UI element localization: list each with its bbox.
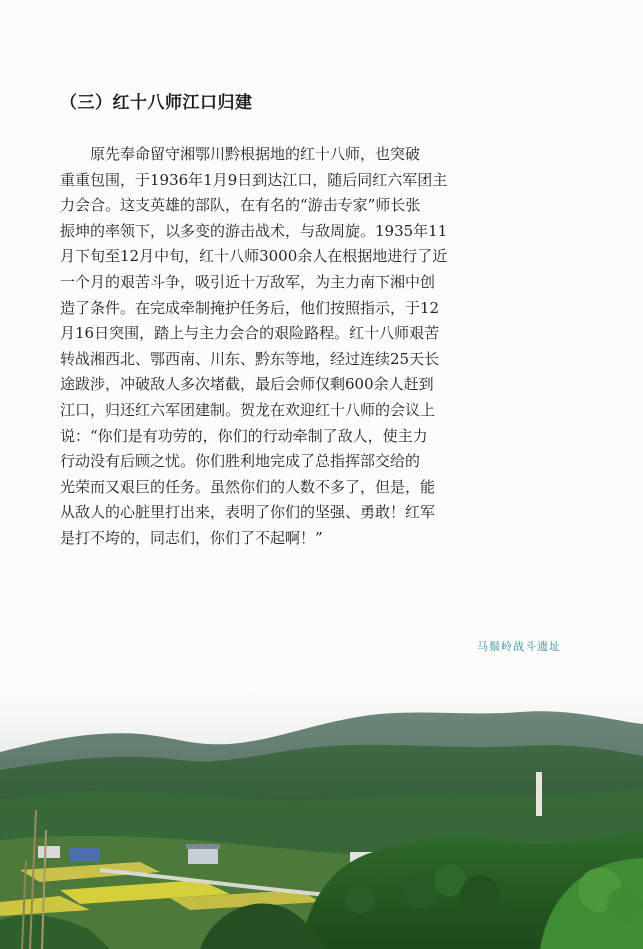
paragraph-line: 从敌人的心脏里打出来，表明了你们的坚强、勇敢！红军 (60, 503, 436, 522)
paragraph-line: 原先奉命留守湘鄂川黔根据地的红十八师，也突破 (90, 145, 421, 163)
paragraph-line: 月下旬至12月中旬，红十八师3000余人在根据地进行了近 (60, 247, 448, 266)
paragraph-line: 月16日突围，踏上与主力会合的艰险路程。红十八师艰苦 (60, 324, 440, 343)
landscape-photo (0, 690, 643, 949)
paragraph-line: 光荣而又艰巨的任务。虽然你们的人数不多了，但是，能 (60, 477, 436, 496)
paragraph-line: 力会合。这支英雄的部队，在有名的“游击专家”师长张 (60, 196, 421, 215)
body-paragraph (60, 142, 588, 552)
paragraph-line: 是打不垮的，同志们，你们了不起啊！” (60, 528, 323, 547)
paragraph-line: 江口，归还红六军团建制。贺龙在欢迎红十八师的会议上 (60, 400, 436, 419)
paragraph-line: 说：“你们是有功劳的，你们的行动牵制了敌人，使主力 (60, 426, 428, 445)
paragraph-line: 重重包围，于1936年1月9日到达江口，随后同红六军团主 (60, 170, 448, 189)
paragraph-line: 行动没有后顾之忧。你们胜利地完成了总指挥部交给的 (60, 452, 421, 471)
section-heading: （三）红十八师江口归建 (60, 93, 253, 113)
paragraph-line: 转战湘西北、鄂西南、川东、黔东等地，经过连续25天长 (60, 349, 440, 368)
paragraph-line: 途跋涉，冲破敌人多次堵截，最后会师仅剩600余人赶到 (60, 375, 434, 394)
paragraph-line: 一个月的艰苦斗争，吸引近十万敌军，为主力南下湘中创 (60, 272, 436, 291)
photo-caption: 马鬃岭战斗遗址 (477, 640, 561, 653)
paragraph-line: 造了条件。在完成牵制掩护任务后，他们按照指示，于12 (60, 298, 440, 317)
paragraph-line: 振坤的率领下，以多变的游击战术，与敌周旋。1935年11 (60, 221, 448, 240)
